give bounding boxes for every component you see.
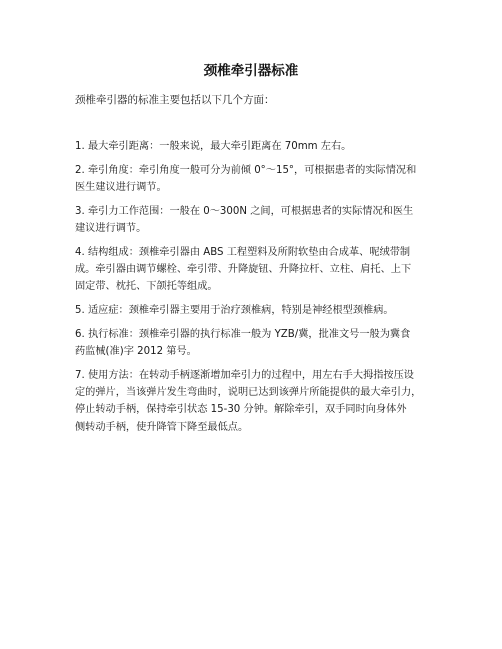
text-line: 定的弹片，当该弹片发生弯曲时，说明已达到该弹片所能提供的最大牵引力，: [75, 386, 422, 398]
text-line: 医生建议进行调节。: [75, 181, 167, 193]
list-item: [75, 302, 435, 319]
text-line: 5. 适应症：颈椎牵引器主要用于治疗颈椎病，特别是神经根型颈椎病。: [75, 304, 394, 316]
text-line: 成。牵引器由调节螺栓、牵引带、升降旋钮、升降拉杆、立柱、肩托、上下: [75, 263, 412, 275]
text-line: 4. 结构组成：颈椎牵引器由 ABS 工程塑料及所附软垫由合成革、呢绒带制: [75, 246, 411, 258]
text-line: 侧转动手柄，使升降管下降至最低点。: [75, 421, 249, 433]
standards-list: [75, 138, 435, 442]
list-item: [75, 138, 435, 155]
text-line: 7. 使用方法：在转动手柄逐渐增加牵引力的过程中，用左右手大拇指按压设: [75, 369, 414, 381]
text-line: 2. 牵引角度：牵引角度一般可分为前倾 0°～15°，可根据患者的实际情况和: [75, 164, 417, 176]
intro-paragraph: 颈椎牵引器的标准主要包括以下几个方面：: [75, 94, 275, 106]
text-line: 6. 执行标准：颈椎牵引器的执行标准一般为 YZB/冀，批准文号一般为冀食: [75, 328, 411, 340]
document-title: 颈椎牵引器标准: [203, 63, 299, 79]
list-item: [75, 326, 435, 361]
list-item: [75, 367, 435, 436]
list-item: [75, 203, 435, 238]
text-line: 停止转动手柄，保持牵引状态 15-30 分钟。解除牵引，双手同时向身体外: [75, 404, 407, 416]
text-line: 3. 牵引力工作范围：一般在 0～300N 之间，可根据患者的实际情况和医生: [75, 205, 414, 217]
text-line: 1. 最大牵引距离：一般来说，最大牵引距离在 70mm 左右。: [75, 141, 352, 152]
text-line: 建议进行调节。: [75, 222, 147, 234]
list-item: [75, 244, 435, 296]
text-line: 药监械(准)字 2012 第号。: [75, 345, 197, 357]
text-line: 固定带、枕托、下颌托等组成。: [75, 281, 218, 293]
list-item: [75, 162, 435, 197]
